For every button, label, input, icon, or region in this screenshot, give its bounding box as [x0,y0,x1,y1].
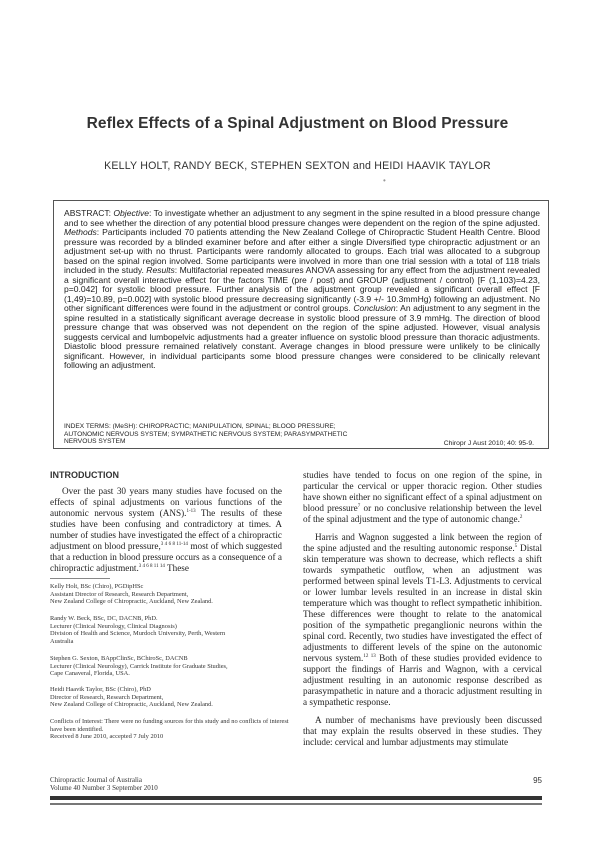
reference-superscript: 5 [514,543,518,549]
page-number: 95 [533,776,542,785]
introduction-heading: INTRODUCTION [50,470,119,480]
intro-text-1: Over the past 30 years many studies have focused on the effects of spinal adjustments on various functions of the autonomic nervous system (ANS). [50,486,282,518]
affiliation-beck [50,615,300,645]
footnote-separator [50,578,110,579]
reference-superscript: 3 4 6 8 11 14 [138,563,165,569]
affiliation-name: Kelly Holt, BSc (Chiro), PGDipHSc [50,583,144,590]
abstract-box [53,200,549,449]
results-text: : Multifactorial repeated measures ANOVA assessing for any effect from the adjustment revealed a significant overall interactive effect for the factors TIME (pre / post) and GROUP (adjustment / control) [F (1,103)=4.23, p=0.042] for systolic blood pressure. Further analysis of the adjustment group revealed a significant overall effect [F (1,49)=10.89, p=0.002] with systolic blood pressure decreasing significantly (-3.9 +/- 10.3mmHg) following an adjustment. No other significant differences were found in the adjustment or control groups. [64,265,540,313]
footer-rule [50,796,542,800]
conclusion-text: : An adjustment to any segment in the spine resulted in a statistically significant average decrease in systolic blood pressure of 3.9 mmHg. The direction of blood pressure change that was observed was not dependent on the region of the spine adjusted. However, visual analysis suggests cervical and lumbopelvic adjustments had a greater influence on systolic blood pressure than thoracic adjustments. Diastolic blood pressure remained relatively constant. Average changes in blood pressure were unlikely to be clinically significant. However, in individual participants some blood pressure changes were considered to be clinically relevant following an adjustment. [64,303,540,370]
right-text-4: Distal skin temperature was shown to decrease, which reflects a shift towards sympathetic outflow, when an adjustment was performed between spinal levels T1-L3. Adjustments to cervical or lower lumbar levels resulted in an increase in distal skin temperature which was thought to reflect sympathetic inhibition. These differences were thought to relate to the anatomical position of the sympathetic preganglionic neurons within the spinal cord. Recently, two studies have investigated the effect of adjustments to different levels of the spine on the autonomic nervous system. [303,543,543,663]
affiliation-line: Lecturer (Clinical Neurology, Clinical Diagnosis) [50,622,177,630]
right-text-1: studies have tended to focus on one region of the spine, in particular the cervical or upper thoracic region. Other studies have shown either no significant effect of a spinal adjustment on blood pressure [303,470,542,513]
reference-superscript: 7 [357,503,361,509]
affiliation-sexton [50,655,300,678]
reference-superscript: 12 13 [363,653,376,659]
right-text-3: Harris and Wagnon suggested a link between the region of the spine adjusted and the resulting autonomic response. [303,532,542,553]
author-list: KELLY HOLT, RANDY BECK, STEPHEN SEXTON and HEIDI HAAVIK TAYLOR [104,160,491,172]
affiliation-line: Assistant Director of Research, Research Department, [50,590,189,598]
continued-paragraph [303,470,542,525]
affiliation-name: Randy W. Beck, BSc, DC, DACNB, PhD. [50,615,158,622]
right-text-5: Both of these studies provided evidence to support the findings of Harris and Wagnon, with a cervical adjustment resulting in an autonomic response described as parasympathetic in nature and a thoracic adjustment resulting in a sympathetic response. [303,653,543,707]
abstract-lead: ABSTRACT: [64,208,114,218]
intro-text-2: The results of these studies have been confusing and contradictory at times. A number of studies have investigated the effect of a chiropractic adjustment on blood pressure, [50,508,283,551]
affiliation-line: Cape Canaveral, Florida, USA. [50,670,130,677]
article-title: Reflex Effects of a Spinal Adjustment on Blood Pressure [86,115,509,132]
intro-paragraph [50,486,282,574]
conflicts-text: Conflicts of Interest: There were no funding sources for this study and no conflicts of interest have been identified. [50,718,289,733]
harris-wagnon-paragraph [303,532,542,708]
journal-issue: Volume 40 Number 3 September 2010 [50,784,158,792]
affiliation-line: Lecturer (Clinical Neurology), Carrick Institute for Graduate Studies, [50,662,228,670]
mechanisms-paragraph: A number of mechanisms have previously been discussed that may explain the results observed in these studies. They include: cervical and lumbar adjustments may stimulate [303,715,542,747]
affiliation-line: Australia [50,637,74,645]
reference-superscript: 3 4 6 8 11-14 [160,541,188,547]
affiliation-name: Heidi Haavik Taylor, BSc (Chiro), PhD [50,686,151,693]
conflicts-statement [50,718,300,741]
objective-text: : To investigate whether an adjustment to any segment in the spine resulted in a blood pressure change and to see whether the direction of any potential blood pressure changes were dependent on the region of the spine adjusted. [64,208,541,228]
affiliation-line: Director of Research, Research Department, [50,693,164,701]
objective-label: Objective [113,208,150,218]
affiliation-name: Stephen G. Sexton, BAppClinSc, BChiroSc, DACNB [50,655,188,662]
methods-text: : Participants included 70 patients attending the New Zealand College of Chiropractic Student Health Centre. Blood pressure was recorded by a blinded examiner before and after either a single Diversified type chiropractic adjustment or an adjustment set-up with no thrust. Participants were randomly allocated to groups. Each trial was allocated to a subgroup based on the spinal region involved. Some participants were involved in more than one trial session with a total of 118 trials included in the study. [64,227,540,275]
results-label: Results [146,265,175,275]
received-dates: Received 8 June 2010, accepted 7 July 2010 [50,733,164,740]
footer-rule-thin [50,803,542,805]
intro-text-3: most of which suggested that a reduction in blood pressure occurs as a consequence of a chiropractic adjustment. [50,541,282,573]
affiliation-line: Division of Health and Science, Murdoch University, Perth, Western [50,630,226,637]
reference-superscript: 1-13 [186,508,196,514]
scan-speck: • [383,176,386,185]
index-terms: INDEX TERMS: (MeSH): CHIROPRACTIC; MANIPULATION, SPINAL; BLOOD PRESSURE; AUTONOMIC NERVOUS SYSTEM; SYMPATHETIC NERVOUS SYSTEM; PARASYMPATHETIC NERVOUS SYSTEM [64,423,348,446]
reference-superscript: 2 [519,514,523,520]
journal-name: Chiropractic Journal of Australia [50,776,142,784]
right-column [303,470,542,748]
abstract-text [64,209,540,371]
methods-label: Methods [64,227,97,237]
affiliation-taylor [50,686,300,709]
affiliation-line: New Zealand College of Chiropractic, Auckland, New Zealand. [50,598,213,605]
journal-citation: Chiropr J Aust 2010; 40: 95-9. [443,440,534,447]
affiliation-line: New Zealand College of Chiropractic, Auckland, New Zealand. [50,701,213,708]
intro-text-4: These [164,563,189,573]
right-text-2: or no conclusive relationship between the level of the spinal adjustment and the type of autonomic change. [303,503,542,524]
footer-journal [50,776,158,792]
affiliation-holt [50,583,300,606]
conclusion-label: Conclusion [353,303,396,313]
left-column [50,486,282,574]
